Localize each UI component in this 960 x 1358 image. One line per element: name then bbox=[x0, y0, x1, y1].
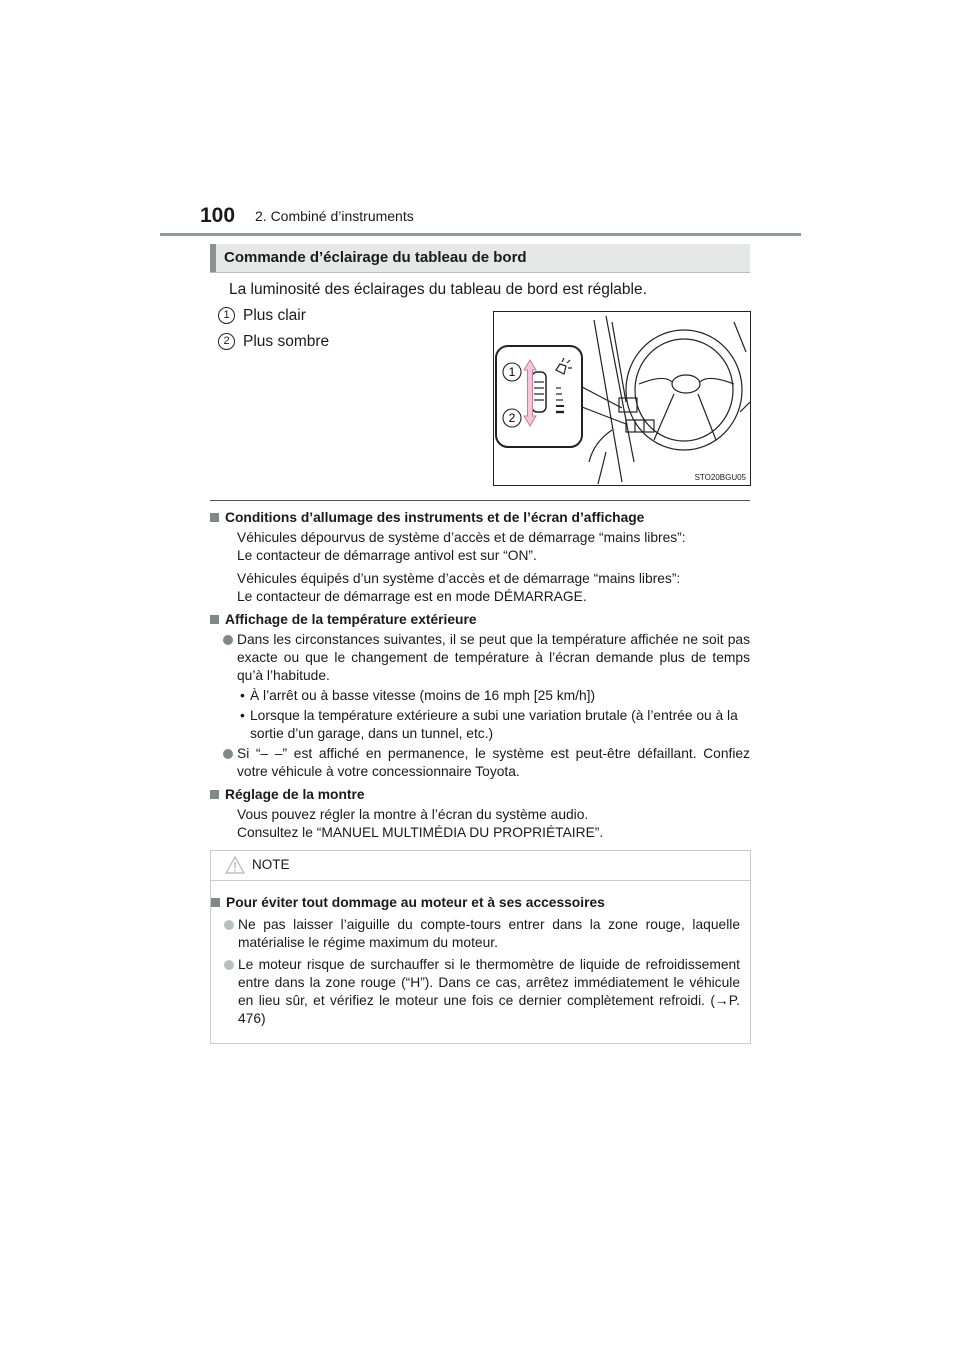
note-box-body bbox=[211, 891, 740, 1028]
note-bullet: Dans les circonstances suivantes, il se peut que la température affichée ne soit pas exacte ou que le changement de température à l’écran demande plus de temps qu’à l’habitude. bbox=[210, 631, 750, 685]
note-heading-clock-setting: Réglage de la montre bbox=[210, 786, 750, 804]
note-para: Vous pouvez régler la montre à l’écran du système audio. Consultez le “MANUEL MULTIMÉDIA DU PROPRIÉTAIRE”. bbox=[237, 807, 604, 840]
item-label: Plus sombre bbox=[243, 333, 330, 350]
dashboard-illustration bbox=[493, 311, 751, 486]
note-box-heading: Pour éviter tout dommage au moteur et à ses accessoires bbox=[211, 894, 740, 912]
chapter-title: 2. Combiné d’instruments bbox=[255, 208, 414, 224]
note-para: Véhicules équipés d’un système d’accès et de démarrage “mains libres”: Le contacteur de démarrage est en mode DÉMARRAGE. bbox=[237, 571, 681, 604]
steering-wheel-hub bbox=[672, 375, 700, 393]
section-title-bar bbox=[210, 244, 750, 273]
item-number: 1 bbox=[218, 307, 235, 324]
item-brighter bbox=[218, 307, 306, 325]
note-subitem: • À l’arrêt ou à basse vitesse (moins de 16 mph [25 km/h]) bbox=[210, 687, 750, 705]
section-accent bbox=[210, 244, 216, 272]
note-box-header bbox=[211, 851, 750, 881]
note-bullet: Si “– –” est affiché en permanence, le système est peut-être défaillant. Confiez votre véhicule à votre concessionnaire Toyota. bbox=[210, 745, 750, 781]
dashboard-drawing bbox=[494, 312, 750, 485]
page-number: 100 bbox=[200, 204, 236, 227]
note-box-title: NOTE bbox=[252, 857, 290, 872]
note-box-bullet: Le moteur risque de surchauffer si le thermomètre de liquide de refroidissement entre dans la zone rouge (“H”). Dans ce cas, arrêtez immédiatement le véhicule en lieu sûr, et vérifiez le moteur une fois ce dernier complètement refroidi. (→P. 476) bbox=[211, 956, 740, 1028]
section-intro: La luminosité des éclairages du tableau de bord est réglable. bbox=[229, 281, 647, 298]
item-label: Plus clair bbox=[243, 307, 306, 324]
note-para: Véhicules dépourvus de système d’accès et de démarrage “mains libres”: Le contacteur de démarrage antivol est sur “ON”. bbox=[237, 530, 686, 563]
callout-2: 2 bbox=[508, 411, 516, 425]
notes-block bbox=[210, 506, 750, 842]
section-divider bbox=[210, 500, 750, 501]
note-heading-outside-temperature: Affichage de la température extérieure bbox=[210, 611, 750, 629]
section-title: Commande d’éclairage du tableau de bord bbox=[224, 249, 527, 266]
item-darker bbox=[218, 333, 329, 351]
note-heading-lighting-conditions: Conditions d’allumage des instruments et de l’écran d’affichage bbox=[210, 509, 750, 527]
note-box-bullet: Ne pas laisser l’aiguille du compte-tours entrer dans la zone rouge, laquelle matérialise le régime maximum du moteur. bbox=[211, 916, 740, 952]
figure-code: STO20BGU05 bbox=[694, 473, 746, 482]
note-subitem: • Lorsque la température extérieure a subi une variation brutale (à l’entrée ou à la sortie d’un garage, dans un tunnel, etc.) bbox=[210, 707, 750, 743]
callout-1: 1 bbox=[508, 365, 516, 379]
header-rule bbox=[160, 233, 801, 236]
warning-triangle-icon bbox=[225, 856, 245, 874]
caution-note-box bbox=[210, 850, 751, 1044]
item-number: 2 bbox=[218, 333, 235, 350]
